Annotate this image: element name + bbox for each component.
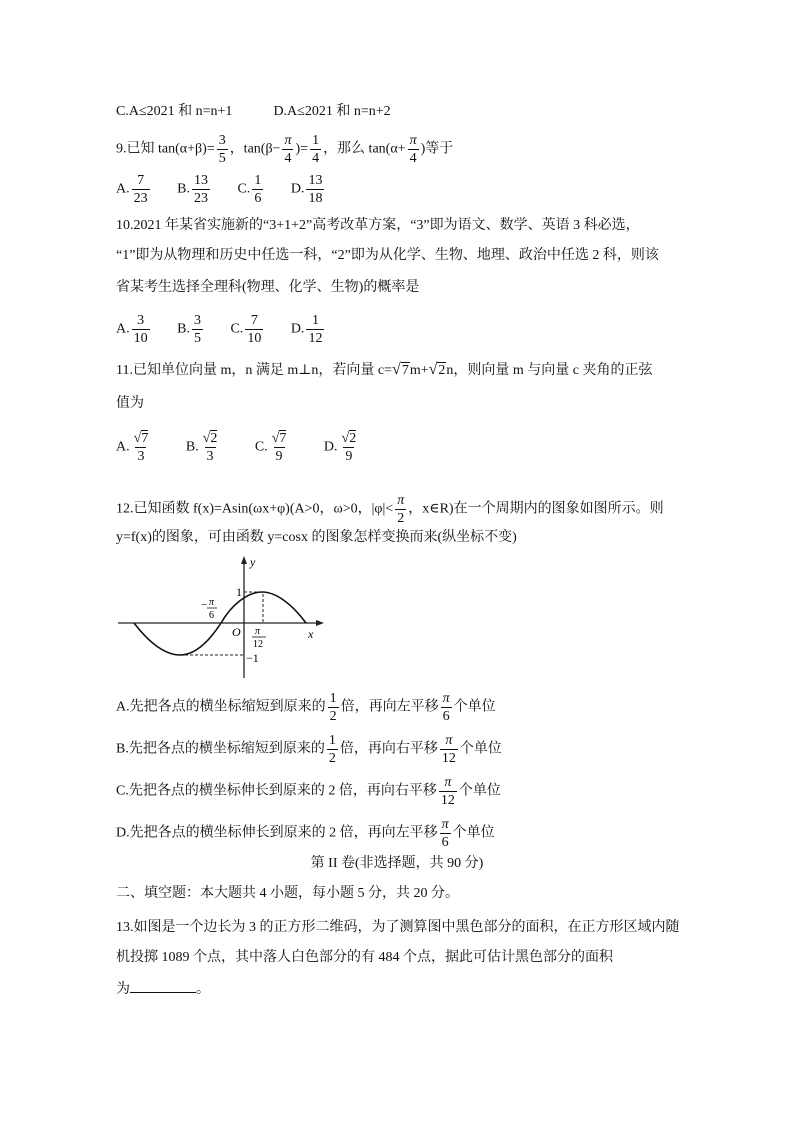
neg-pi6-den: 6 [209, 610, 214, 621]
section-2-heading: 二、填空题：本大题共 4 小题，每小题 5 分，共 20 分。 [116, 886, 459, 901]
q13-answer-blank[interactable] [130, 978, 196, 993]
q9-stem [116, 132, 453, 167]
pi12-den: 12 [253, 639, 263, 650]
sqrt-7: √7 [392, 361, 409, 378]
q12-sine-graph [110, 552, 340, 682]
q12-line-2: y=f(x)的图象，可由函数 y=cosx 的图象怎样变换而来(纵坐标不变) [116, 530, 517, 545]
q12-option-a: A.先把各点的横坐标缩短到原来的 $\frac{1}{2}$ 倍，再向左平移 $\frac{\pi}{6}$ 个单位 [116, 691, 496, 724]
q8-options-row [116, 102, 391, 122]
y-axis-label: y [250, 555, 256, 569]
q9-text-mid1: ，tan(β− [229, 141, 281, 157]
q13-line-2: 机投掷 1089 个点，其中落人白色部分的有 484 个点，据此可估计黑色部分的面积 [116, 950, 613, 965]
q8-option-c: C.A≤2021 和 n=n+1 [116, 104, 233, 119]
q9-option-c: C. $\frac{1}{6}$ [237, 173, 262, 206]
sqrt-2: √2 [428, 361, 446, 378]
q9-option-a: A. $\frac{7}{23}$ [116, 173, 148, 206]
q9-text-prefix: 9.已知 tan(α+β)= [116, 141, 215, 157]
q10-line-3: 省某考生选择全理科(物理、化学、生物)的概率是 [116, 280, 420, 295]
q11-line-2: 值为 [116, 396, 144, 411]
q9-fraction-3-5: $\frac{3}{5}$ [218, 133, 226, 166]
q11-option-b: B. $\frac{√2}{3}$ [185, 431, 218, 464]
q9-text-suffix: )等于 [420, 141, 454, 157]
q10-option-c: C. $\frac{7}{10}$ [230, 313, 262, 346]
pi12-num: π [255, 626, 261, 637]
q13-line-1: 13.如图是一个边长为 3 的正方形二维码，为了测算图中黑色部分的面积，在正方形区域内随 [116, 920, 680, 935]
bottom-label: −1 [246, 651, 259, 665]
x-axis-arrow [316, 620, 324, 626]
q8-option-d: D.A≤2021 和 n=n+2 [273, 104, 391, 119]
q10-options-row [116, 312, 348, 347]
q12-option-b: B.先把各点的横坐标缩短到原来的 $\frac{1}{2}$ 倍，再向右平移 $\frac{\pi}{12}$ 个单位 [116, 733, 502, 766]
q11-stem: 11.已知单位向量 m，n 满足 m⊥n，若向量 c=√7m+√2n，则向量 m 与向量 c 夹角的正弦 [116, 360, 653, 381]
q9-options-row [116, 172, 348, 207]
y-axis-arrow [241, 556, 247, 564]
q9-option-d: D. $\frac{13}{18}$ [290, 173, 323, 206]
q11-option-c: C. $\frac{√7}{9}$ [254, 431, 287, 464]
q9-option-b: B. $\frac{13}{23}$ [177, 173, 208, 206]
q9-text-mid2: )= [295, 141, 309, 157]
q11-option-d: D. $\frac{√2}{9}$ [323, 431, 357, 464]
neg-pi6-num: π [209, 597, 215, 608]
q10-line-2: “1”即为从物理和历史中任选一科，“2”即为从化学、生物、地理、政治中任选 2 科，则该 [116, 248, 659, 263]
origin-label: O [232, 625, 241, 639]
top-label: 1 [236, 585, 242, 599]
q9-fraction-pi-4-b: $\frac{\pi}{4}$ [409, 133, 417, 166]
q9-text-mid3: ，那么 tan(α+ [323, 141, 406, 157]
q12-fraction-pi-2: $\frac{\pi}{2}$ [397, 493, 405, 526]
section-2-title: 第 II 卷(非选择题，共 90 分) [310, 856, 484, 871]
q10-option-d: D. $\frac{1}{12}$ [290, 313, 323, 346]
q10-option-b: B. $\frac{3}{5}$ [177, 313, 201, 346]
q9-fraction-1-4: $\frac{1}{4}$ [312, 133, 320, 166]
q13-line-3: 为 。 [116, 978, 210, 1000]
neg-pi6-sign: − [201, 599, 208, 611]
q10-line-1: 10.2021 年某省实施新的“3+1+2”高考改革方案，“3”即为语文、数学、英语 3 科必选， [116, 218, 640, 233]
q11-options-row [116, 430, 382, 465]
x-axis-label: x [308, 627, 314, 641]
q11-option-a: A. $\frac{√7}{3}$ [116, 431, 149, 464]
q12-option-d: D.先把各点的横坐标伸长到原来的 2 倍，再向左平移 $\frac{\pi}{6}$ 个单位 [116, 817, 495, 850]
q9-fraction-pi-4-a: $\frac{\pi}{4}$ [284, 133, 292, 166]
q10-option-a: A. $\frac{3}{10}$ [116, 313, 148, 346]
q12-stem: 12.已知函数 f(x)=Asin(ωx+φ)(A>0，ω>0，|φ|< $\frac{\pi}{2}$ ，x∈R)在一个周期内的图象如图所示。则 [116, 493, 664, 526]
q12-option-c: C.先把各点的横坐标伸长到原来的 2 倍，再向右平移 $\frac{\pi}{12}$ 个单位 [116, 775, 501, 808]
